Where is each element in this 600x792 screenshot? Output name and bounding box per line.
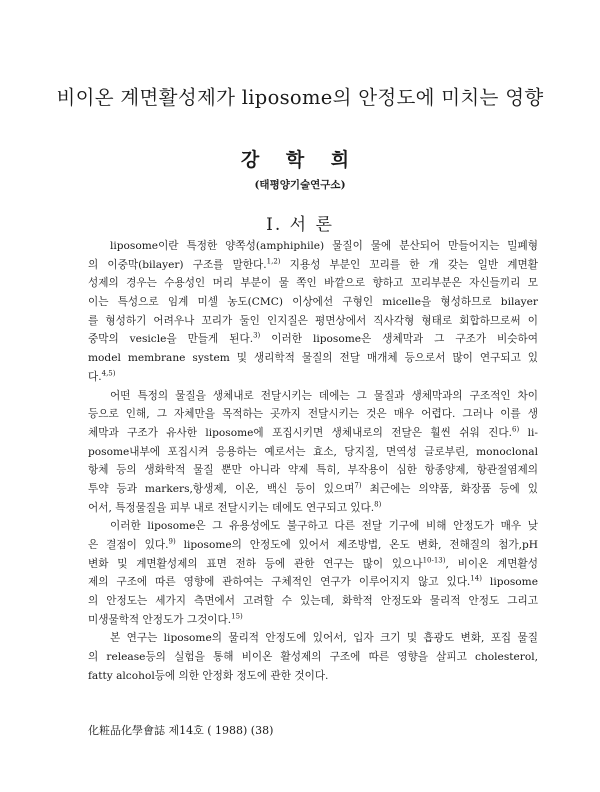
line-text-continuation: , 비이온 계면활성 [445,557,538,570]
text-line [88,368,538,387]
citation-superscript: 10-13) [422,556,446,565]
citation-superscript: 7) [354,481,362,490]
line-text: 미생물학적 안정도가 그것이다. [88,613,232,626]
citation-superscript: 4,5) [101,369,116,378]
author-affiliation: (태평양기술연구소) [254,179,346,191]
text-line [88,293,538,312]
line-text: 어서, 특정물질을 피부 내로 전달시키는 데에도 연구되고 있다. [88,501,375,514]
line-text: 를 형성하기 어려우나 꼬리가 둘인 인지질은 평면상에서 직사각형 형태로 회합하므로써 이 [88,314,538,327]
citation-superscript: 3) [253,331,261,340]
line-text: posome내부에 포집시켜 응용하는 예로서는 효소, 당지질, 면역성 글로부린, monoclonal [88,445,538,458]
line-text-continuation: liposome의 안정도에 있어서 제조방법, 온도 변화, 전해질의 첨가,pH [175,539,538,551]
line-text: 은 결점이 있다. [88,539,169,551]
text-line [88,312,538,331]
text-line [88,237,538,256]
line-text: 이는 특성으로 임계 미셀 농도(CMC) 이상에선 구형인 micelle을 형성하므로 bilayer [88,296,538,309]
line-text: 투약 등과 markers,항생제, 이온, 백신 등이 있으며 [88,482,355,495]
line-text: 의 이중막(bilayer) 구조를 말한다. [88,258,267,271]
text-line [88,667,538,686]
line-text-continuation: 지용성 부분인 꼬리를 한 개 갖는 일반 계면활 [280,258,538,271]
author-name: 강 학 희 [240,149,360,171]
line-text: 다. [88,370,102,383]
line-text: 어떤 특정의 물질을 생체내로 전달시키는 데에는 그 물질과 생체막과의 구조적인 차이 [110,389,538,402]
text-line [88,517,538,536]
text-line [88,424,538,443]
body-text [88,237,538,686]
line-text: 성제의 경우는 수용성인 머리 부분이 물 쪽인 바깥으로 향하고 꼬리부분은 자신들끼리 모 [88,277,538,290]
text-line [88,461,538,480]
line-text-continuation: 이러한 liposome은 생체막과 그 구조가 비슷하여 [260,333,538,346]
line-text: 체막과 구조가 유사한 liposome에 포집시키면 생체내로의 전달은 훨씬 쉬워 진다. [88,426,513,439]
text-line [88,405,538,424]
line-text-continuation: 최근에는 의약품, 화장품 등에 있 [361,482,538,495]
text-line [88,592,538,611]
line-text: 중막의 vesicle을 만들게 된다. [88,333,254,346]
text-line [88,499,538,518]
citation-superscript: 14) [470,574,482,583]
line-text: 이러한 liposome은 그 유용성에도 불구하고 다른 전달 기구에 비해 안정도가 매우 낮 [110,520,538,533]
text-line [88,536,538,555]
citation-superscript: 1,2) [266,257,281,266]
text-line [88,256,538,275]
line-text: 항체 등의 생화학적 물질 뿐만 아니라 약제 특히, 부작용이 심한 항종양제, 항관절염제의 [88,464,538,477]
text-line [88,629,538,648]
line-text: 본 연구는 liposome의 물리적 안정도에 있어서, 입자 크기 및 흡광도 변화, 포집 물질 [110,632,538,645]
line-text: 제의 구조에 따른 영향에 관하여는 구체적인 연구가 이루어지지 않고 있다. [88,576,471,589]
section-heading: I. 서 론 [266,215,334,235]
text-line [88,648,538,667]
text-line [88,349,538,368]
citation-superscript: 6) [512,425,520,434]
journal-footer: 化粧品化學會誌 제14호 ( 1988) (38) [88,724,274,737]
line-text: 등으로 인해, 그 자체만을 목적하는 곳까지 전달시키는 것은 매우 어렵다. 그러나 이를 생 [88,408,538,421]
citation-superscript: 8) [374,500,382,509]
line-text: liposome이란 특정한 양쪽성(amphiphile) 물질이 물에 분산되어 만들어지는 밀폐형 [110,240,538,252]
line-text: fatty alcohol등에 의한 안정화 정도에 관한 것이다. [88,669,329,682]
citation-superscript: 15) [231,612,243,621]
text-line [88,443,538,462]
text-line [88,274,538,293]
text-line [88,555,538,574]
line-text: 의 안정도는 세가지 측면에서 고려할 수 있는데, 화학적 안정도와 물리적 안정도 그리고 [88,595,538,608]
page-title: 비이온 계면활성제가 liposome의 안정도에 미치는 영향 [56,86,544,109]
line-text: 의 release등의 실험을 통해 비이온 활성제의 구조에 따른 영향을 살피고 cholesterol, [88,651,538,664]
text-line [88,573,538,592]
line-text-continuation: liposome [481,576,538,589]
citation-superscript: 9) [168,537,176,546]
line-text-continuation: li- [519,426,538,439]
text-line [88,330,538,349]
text-line [88,387,538,406]
text-line [88,611,538,630]
line-text: 변화 및 계면활성제의 표면 전하 등에 관한 연구는 많이 있으나 [88,557,423,570]
text-line [88,480,538,499]
line-text: model membrane system 및 생리학적 물질의 전달 매개체 등으로서 많이 연구되고 있 [88,352,538,365]
